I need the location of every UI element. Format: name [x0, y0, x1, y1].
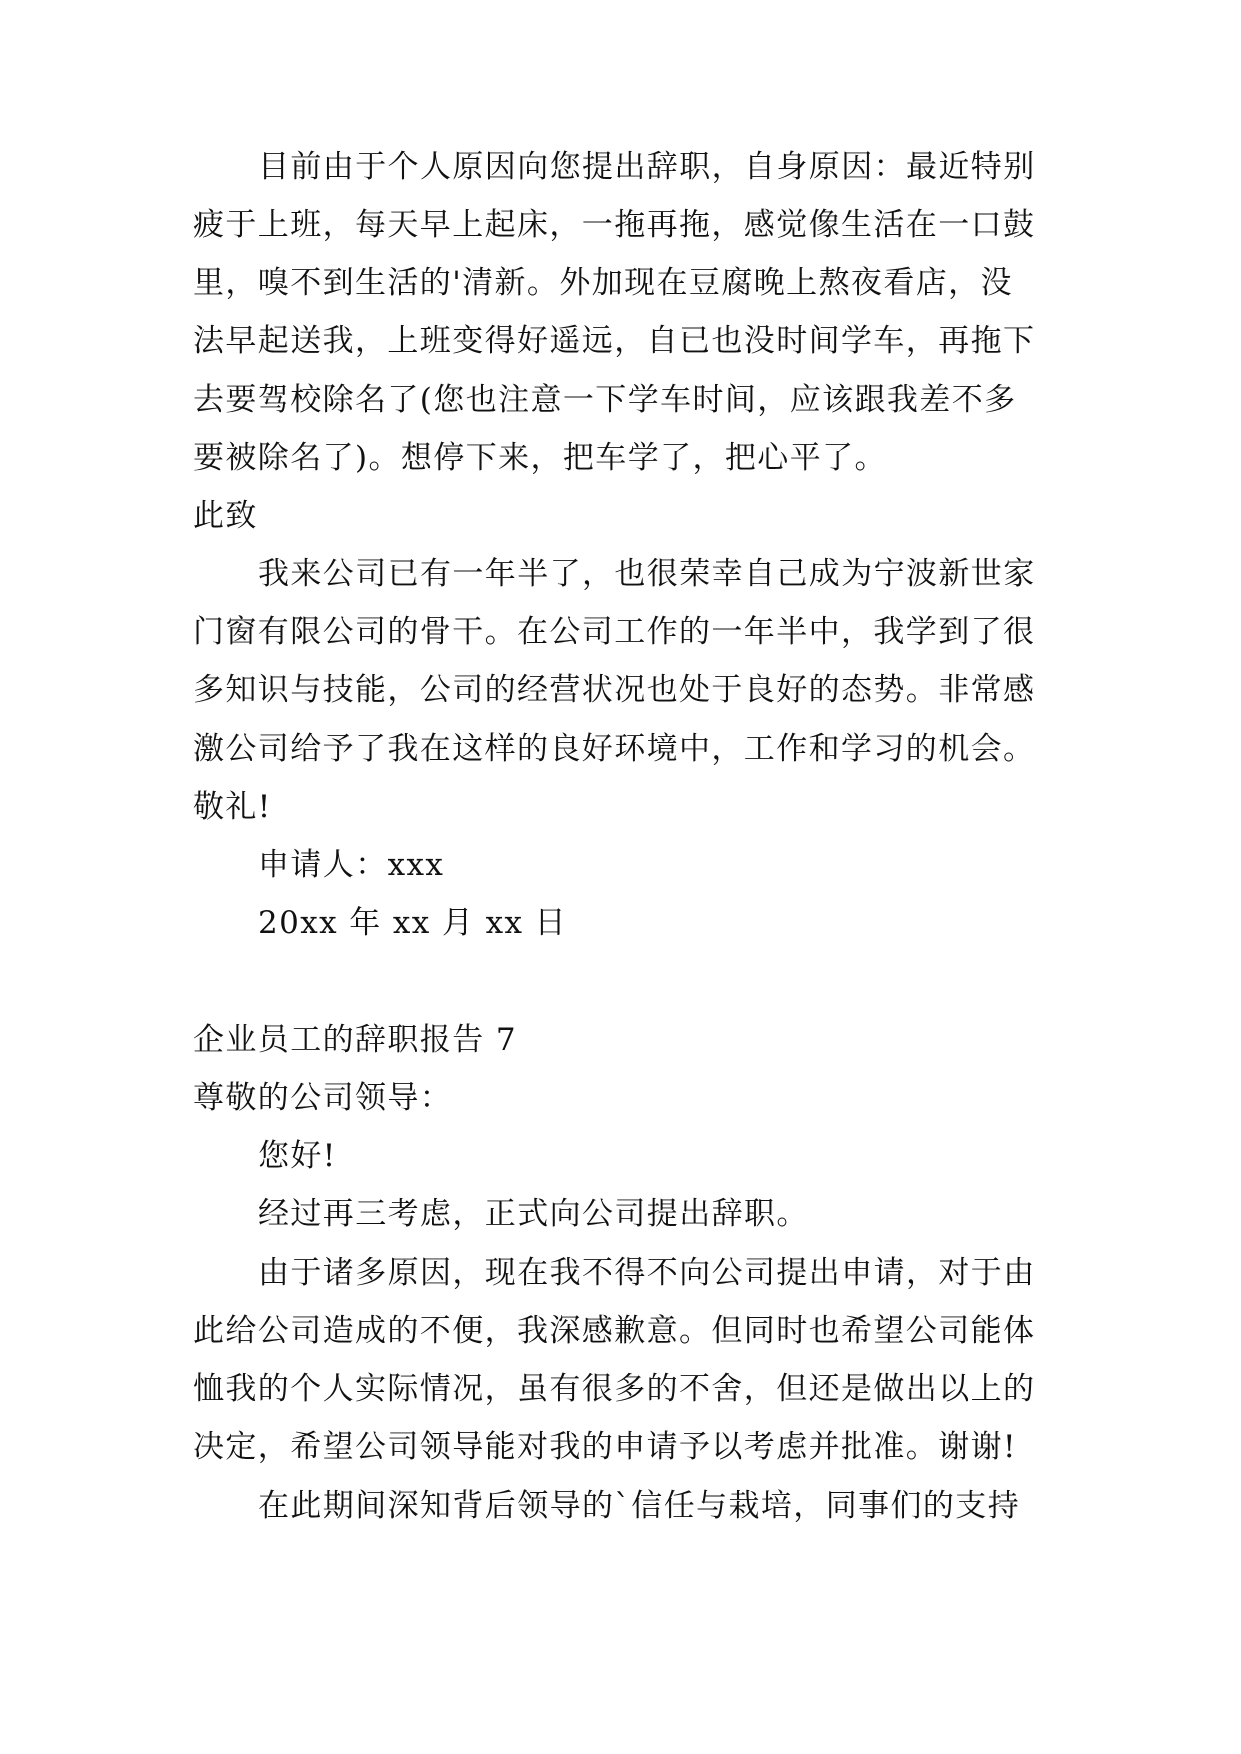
text-line: 恤我的个人实际情况，虽有很多的不舍，但还是做出以上的 [193, 1371, 1036, 1407]
text-line: 门窗有限公司的骨干。在公司工作的一年半中，我学到了很 [193, 614, 1036, 650]
text-line: 疲于上班，每天早上起床，一拖再拖，感觉像生活在一口鼓 [193, 207, 1036, 243]
text-line: 目前由于个人原因向您提出辞职，自身原因：最近特别 [258, 149, 1036, 185]
date-line: 20xx 年 xx 月 xx 日 [258, 905, 568, 941]
text-line: 决定，希望公司领导能对我的申请予以考虑并批准。谢谢! [193, 1429, 1017, 1465]
text-line: 激公司给予了我在这样的良好环境中，工作和学习的机会。 [193, 731, 1036, 767]
text-line: 多知识与技能，公司的经营状况也处于良好的态势。非常感 [193, 672, 1036, 708]
text-line: 我来公司已有一年半了，也很荣幸自己成为宁波新世家 [258, 556, 1036, 592]
salute-text: 敬礼! [193, 789, 272, 825]
addressee-line: 尊敬的公司领导： [193, 1080, 453, 1116]
text-line: 法早起送我，上班变得好遥远，自已也没时间学车，再拖下 [193, 323, 1036, 359]
text-line: 此给公司造成的不便，我深感歉意。但同时也希望公司能体 [193, 1313, 1036, 1349]
section-title: 企业员工的辞职报告 7 [193, 1022, 517, 1058]
closing-text: 此致 [193, 498, 258, 534]
text-line: 由于诸多原因，现在我不得不向公司提出申请，对于由 [258, 1255, 1036, 1291]
text-line: 经过再三考虑，正式向公司提出辞职。 [258, 1196, 809, 1232]
text-line: 里，嗅不到生活的'清新。外加现在豆腐晚上熬夜看店，没 [193, 265, 1013, 301]
text-line: 要被除名了)。想停下来，把车学了，把心平了。 [193, 440, 887, 476]
text-line: 去要驾校除名了(您也注意一下学车时间，应该跟我差不多 [193, 382, 1017, 418]
greeting-line: 您好! [258, 1138, 337, 1174]
text-line: 在此期间深知背后领导的`信任与栽培，同事们的支持 [258, 1488, 1021, 1524]
applicant-line: 申请人：xxx [258, 847, 445, 883]
